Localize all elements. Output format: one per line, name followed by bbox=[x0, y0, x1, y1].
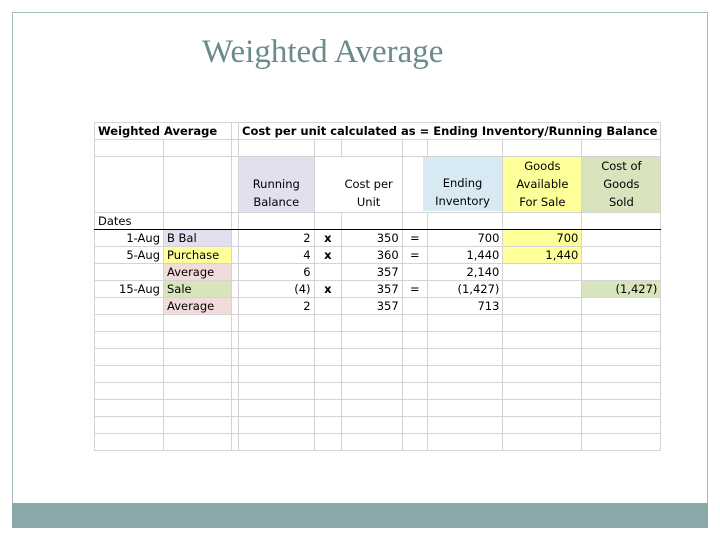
header-row bbox=[95, 157, 661, 213]
blank-row bbox=[95, 366, 661, 383]
sheet-note: Cost per unit calculated as = Ending Inventory/Running Balance bbox=[239, 123, 661, 140]
bottom-bar bbox=[12, 503, 708, 528]
table-row: 1-Aug B Bal 2 x 350 = 700 700 bbox=[95, 230, 661, 247]
running-balance-header: Running Balance bbox=[239, 157, 315, 213]
blank-row bbox=[95, 434, 661, 451]
dates-label: Dates bbox=[95, 213, 164, 230]
cost-per-unit-header: Cost per Unit bbox=[314, 157, 402, 213]
table-row: Average 2 357 713 bbox=[95, 298, 661, 315]
blank-rows bbox=[95, 315, 661, 451]
table-row: Average 6 357 2,140 bbox=[95, 264, 661, 281]
blank-row bbox=[95, 383, 661, 400]
sheet-title-row bbox=[95, 123, 661, 140]
dates-row bbox=[95, 213, 661, 230]
goods-available-header: Goods Available For Sale bbox=[503, 157, 582, 213]
blank-row bbox=[95, 417, 661, 434]
slide-title: Weighted Average bbox=[202, 34, 444, 70]
spreadsheet bbox=[94, 122, 661, 451]
ending-inventory-header: Ending Inventory bbox=[402, 157, 503, 213]
blank-row bbox=[95, 315, 661, 332]
blank-row bbox=[95, 332, 661, 349]
table-row: 15-Aug Sale (4) x 357 = (1,427) (1,427) bbox=[95, 281, 661, 298]
table-row: 5-Aug Purchase 4 x 360 = 1,440 1,440 bbox=[95, 247, 661, 264]
blank-row bbox=[95, 140, 661, 157]
blank-row bbox=[95, 349, 661, 366]
blank-row bbox=[95, 400, 661, 417]
cogs-header: Cost of Goods Sold bbox=[582, 157, 661, 213]
sheet-label: Weighted Average bbox=[95, 123, 232, 140]
